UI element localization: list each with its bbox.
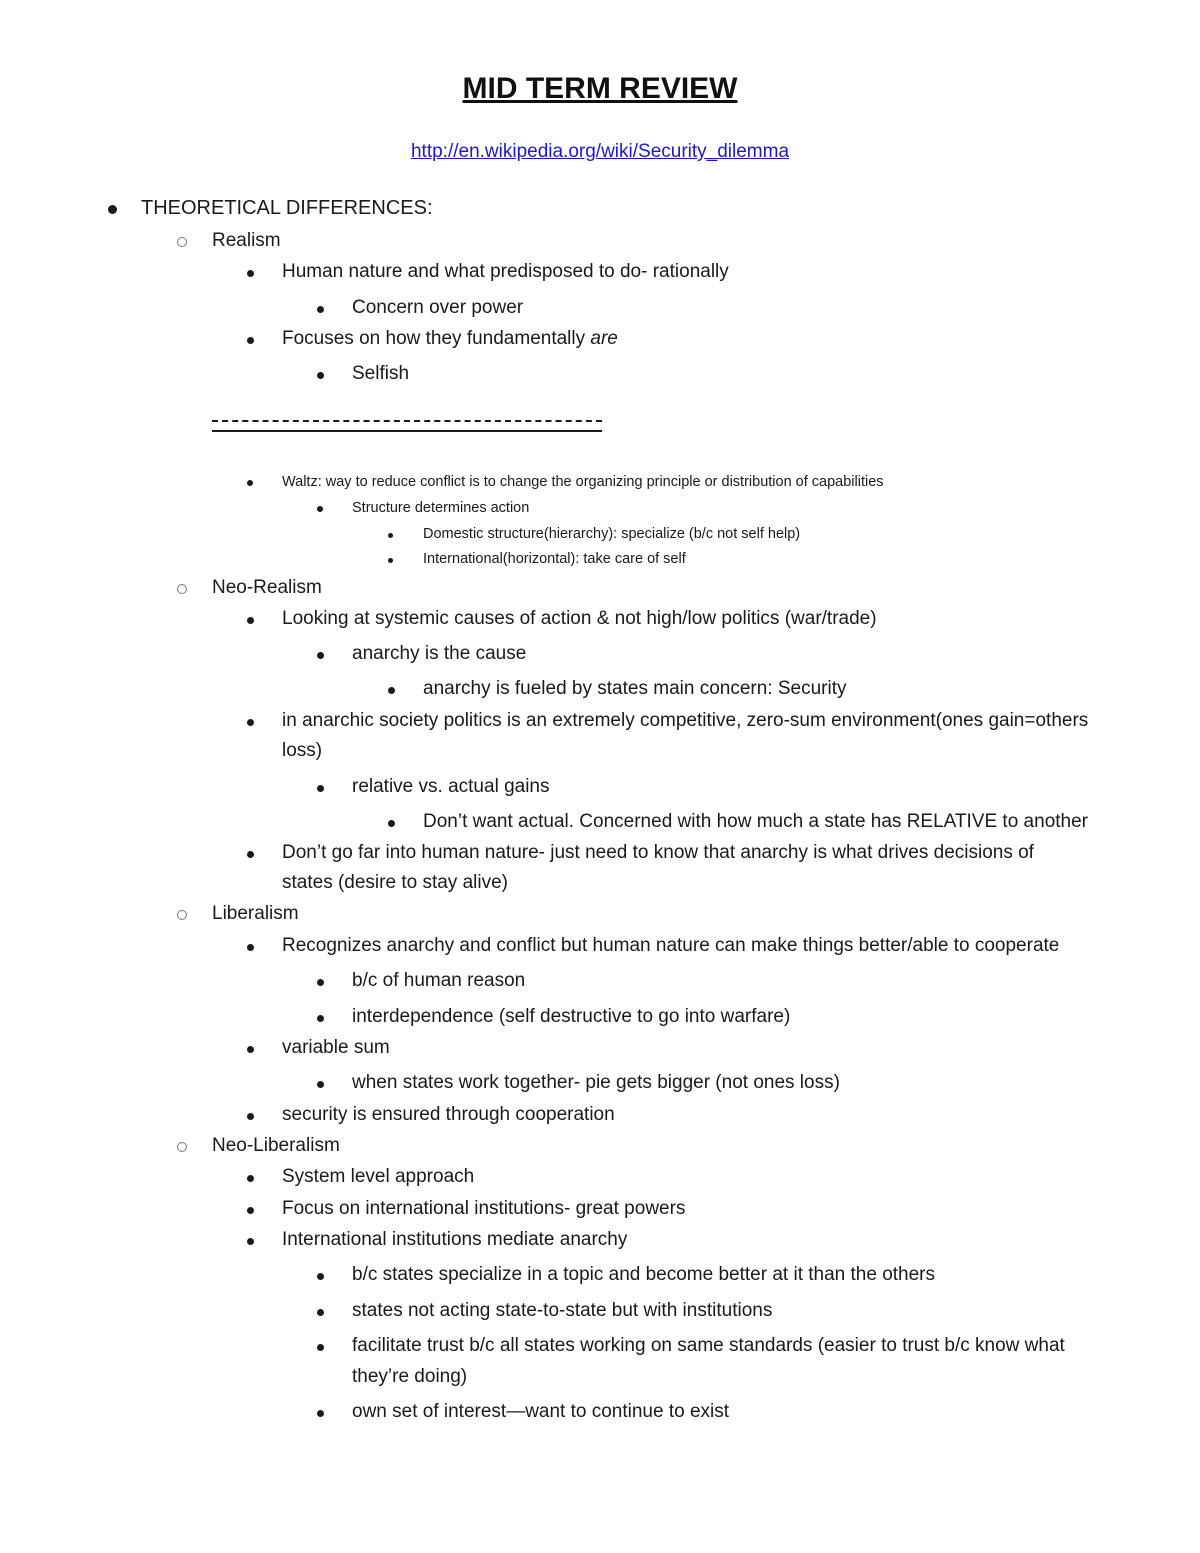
- bullet-icon: [317, 979, 324, 986]
- outline-item-text: Human nature and what predisposed to do- rationally: [282, 261, 729, 282]
- wikipedia-link[interactable]: http://en.wikipedia.org/wiki/Security_dilemma: [410, 141, 790, 162]
- bullet-icon: [317, 1015, 324, 1022]
- outline-item-text: b/c of human reason: [352, 970, 526, 991]
- bullet-icon: [388, 558, 393, 563]
- bullet-icon: [247, 1238, 254, 1245]
- outline-item-text: International(horizontal): take care of self: [423, 551, 686, 567]
- bullet-icon: [247, 1207, 254, 1214]
- hollow-bullet-icon: [177, 1142, 187, 1152]
- outline-item-text: Selfish: [352, 363, 410, 384]
- bullet-icon: [247, 719, 254, 726]
- outline-item-text: Recognizes anarchy and conflict but human nature can make things better/able to cooperate: [282, 935, 1060, 956]
- outline-item-text: variable sum: [282, 1037, 390, 1058]
- bullet-icon: [247, 270, 254, 277]
- outline-item-text: in anarchic society politics is an extremely competitive, zero-sum environment(ones gain=others: [282, 710, 1089, 731]
- bullet-icon: [317, 506, 323, 512]
- bullet-icon: [317, 785, 324, 792]
- outline-item-text: Neo-Liberalism: [212, 1135, 340, 1156]
- outline-item-text: own set of interest—want to continue to exist: [352, 1401, 730, 1422]
- hollow-bullet-icon: [177, 237, 187, 247]
- outline-item-text: Structure determines action: [352, 500, 530, 516]
- outline-item-text: security is ensured through cooperation: [282, 1104, 615, 1125]
- hollow-bullet-icon: [177, 910, 187, 920]
- page-title: MID TERM REVIEW: [462, 72, 738, 105]
- bullet-icon: [247, 337, 254, 344]
- outline-item-text: loss): [282, 740, 323, 761]
- outline-item-text: Focus on international institutions- great powers: [282, 1198, 686, 1219]
- outline-item-text: Concern over power: [352, 297, 524, 318]
- outline-item-text: facilitate trust b/c all states working on same standards (easier to trust b/c know what: [352, 1335, 1065, 1356]
- outline-item-text-plain: Focuses on how they fundamentally: [282, 328, 591, 349]
- bullet-icon: [247, 617, 254, 624]
- bullet-icon: [388, 687, 395, 694]
- bullet-icon: [317, 1309, 324, 1316]
- outline-item-text: anarchy is fueled by states main concern: Security: [423, 678, 847, 699]
- outline-item-text: Liberalism: [212, 903, 299, 924]
- outline-item-text: states (desire to stay alive): [282, 872, 508, 893]
- bullet-icon: [247, 1046, 254, 1053]
- outline-item-text: Don’t want actual. Concerned with how much a state has RELATIVE to another: [423, 811, 1088, 832]
- outline-item-text: they’re doing): [352, 1366, 468, 1387]
- outline-item-text: when states work together- pie gets bigger (not ones loss): [352, 1072, 840, 1093]
- outline-item-text: Realism: [212, 230, 281, 251]
- bullet-icon: [388, 820, 395, 827]
- outline-item-text: System level approach: [282, 1166, 475, 1187]
- outline-item-text: International institutions mediate anarchy: [282, 1229, 628, 1250]
- outline-item-text: Neo-Realism: [212, 577, 322, 598]
- bullet-icon: [247, 1113, 254, 1120]
- hollow-bullet-icon: [177, 584, 187, 594]
- outline-item-text: THEORETICAL DIFFERENCES:: [141, 197, 433, 219]
- bullet-icon: [247, 851, 254, 858]
- outline-item-text: Waltz: way to reduce conflict is to change the organizing principle or distribution of capabilities: [282, 474, 884, 490]
- outline-item-text: b/c states specialize in a topic and become better at it than the others: [352, 1264, 936, 1285]
- outline-item-text: Domestic structure(hierarchy): specialize (b/c not self help): [423, 526, 801, 542]
- bullet-icon: [317, 1344, 324, 1351]
- outline-item-text: Don’t go far into human nature- just need to know that anarchy is what drives decisions of: [282, 842, 1034, 863]
- bullet-icon: [317, 306, 324, 313]
- outline-item-text: Looking at systemic causes of action & not high/low politics (war/trade): [282, 608, 877, 629]
- bullet-icon: [388, 533, 393, 538]
- outline-item-text: states not acting state-to-state but with institutions: [352, 1300, 773, 1321]
- outline-item-text: interdependence (self destructive to go into warfare): [352, 1006, 791, 1027]
- bullet-icon: [317, 1410, 324, 1417]
- bullet-icon: [317, 1081, 324, 1088]
- bullet-icon: [247, 944, 254, 951]
- outline-item-text: relative vs. actual gains: [352, 776, 550, 797]
- bullet-icon: [108, 205, 117, 214]
- outline-item-text: anarchy is the cause: [352, 643, 527, 664]
- bullet-icon: [317, 372, 324, 379]
- bullet-icon: [247, 1175, 254, 1182]
- bullet-icon: [317, 652, 324, 659]
- outline-item-text-emphasis: are: [590, 328, 618, 349]
- bullet-icon: [247, 480, 253, 486]
- bullet-icon: [317, 1273, 324, 1280]
- outline-item-text: [282, 327, 618, 351]
- section-divider: [212, 420, 602, 432]
